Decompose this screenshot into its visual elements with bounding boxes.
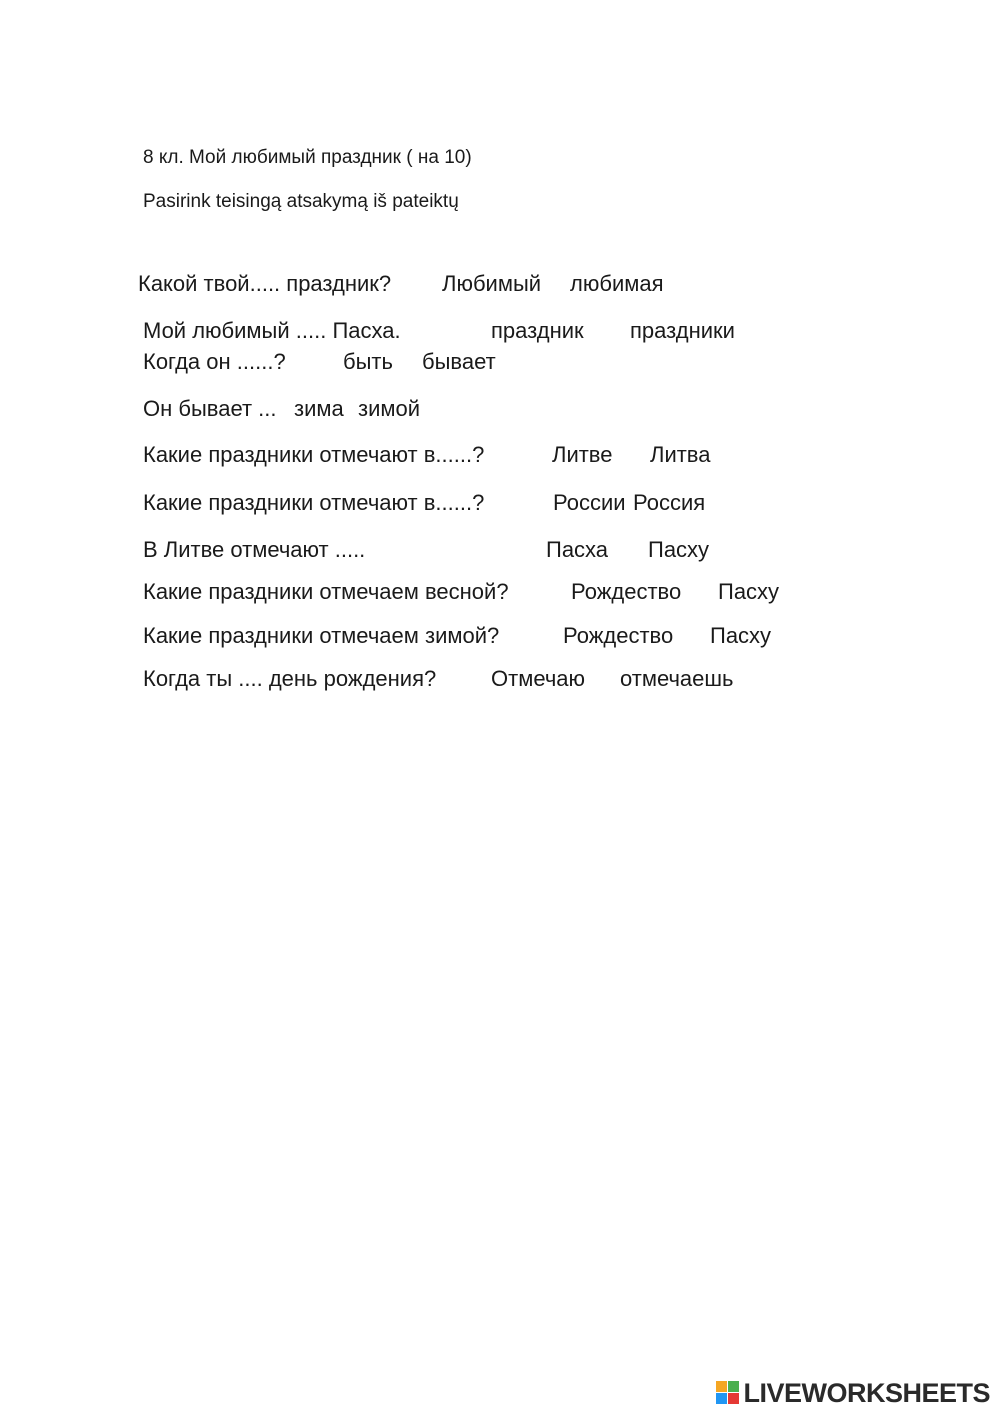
logo-text: LIVEWORKSHEETS bbox=[743, 1377, 990, 1408]
question-prompt: В Литве отмечают ..... bbox=[143, 537, 366, 562]
answer-option[interactable]: бывает bbox=[422, 349, 496, 374]
answer-option[interactable]: Литве bbox=[552, 442, 613, 467]
worksheet-instruction: Pasirink teisingą atsakymą iš pateiktų bbox=[143, 191, 459, 212]
answer-option[interactable]: Россия bbox=[633, 490, 706, 515]
question-prompt: Какие праздники отмечаем зимой? bbox=[143, 623, 500, 648]
question-prompt: Какой твой..... праздник? bbox=[138, 271, 392, 296]
answer-option[interactable]: Пасху bbox=[710, 623, 772, 648]
answer-option[interactable]: Литва bbox=[650, 442, 711, 467]
answer-option[interactable]: праздники bbox=[630, 318, 735, 343]
question-prompt: Мой любимый ..... Пасха. bbox=[143, 318, 401, 343]
answer-option[interactable]: Пасху bbox=[648, 537, 710, 562]
answer-option[interactable]: Пасха bbox=[546, 537, 609, 562]
answer-option[interactable]: быть bbox=[343, 349, 393, 374]
liveworksheets-logo-icon bbox=[716, 1380, 740, 1406]
answer-option[interactable]: России bbox=[553, 490, 626, 515]
answer-option[interactable]: отмечаешь bbox=[620, 666, 734, 691]
question-prompt: Какие праздники отмечают в......? bbox=[143, 442, 485, 467]
question-prompt: Какие праздники отмечаем весной? bbox=[143, 579, 509, 604]
question-prompt: Когда ты .... день рождения? bbox=[143, 666, 437, 691]
question-prompt: Когда он ......? bbox=[143, 349, 286, 374]
answer-option[interactable]: Любимый bbox=[442, 271, 542, 296]
answer-option[interactable]: любимая bbox=[570, 271, 664, 296]
liveworksheets-logo bbox=[716, 1378, 990, 1408]
answer-option[interactable]: зима bbox=[294, 396, 344, 421]
answer-option[interactable]: праздник bbox=[491, 318, 584, 343]
answer-option[interactable]: Пасху bbox=[718, 579, 780, 604]
question-prompt: Какие праздники отмечают в......? bbox=[143, 490, 485, 515]
answer-option[interactable]: Отмечаю bbox=[491, 666, 586, 691]
answer-option[interactable]: зимой bbox=[358, 396, 421, 421]
question-prompt: Он бывает ... bbox=[143, 396, 277, 421]
answer-option[interactable]: Рождество bbox=[571, 579, 682, 604]
worksheet-title: 8 кл. Мой любимый праздник ( на 10) bbox=[143, 147, 472, 168]
answer-option[interactable]: Рождество bbox=[563, 623, 674, 648]
